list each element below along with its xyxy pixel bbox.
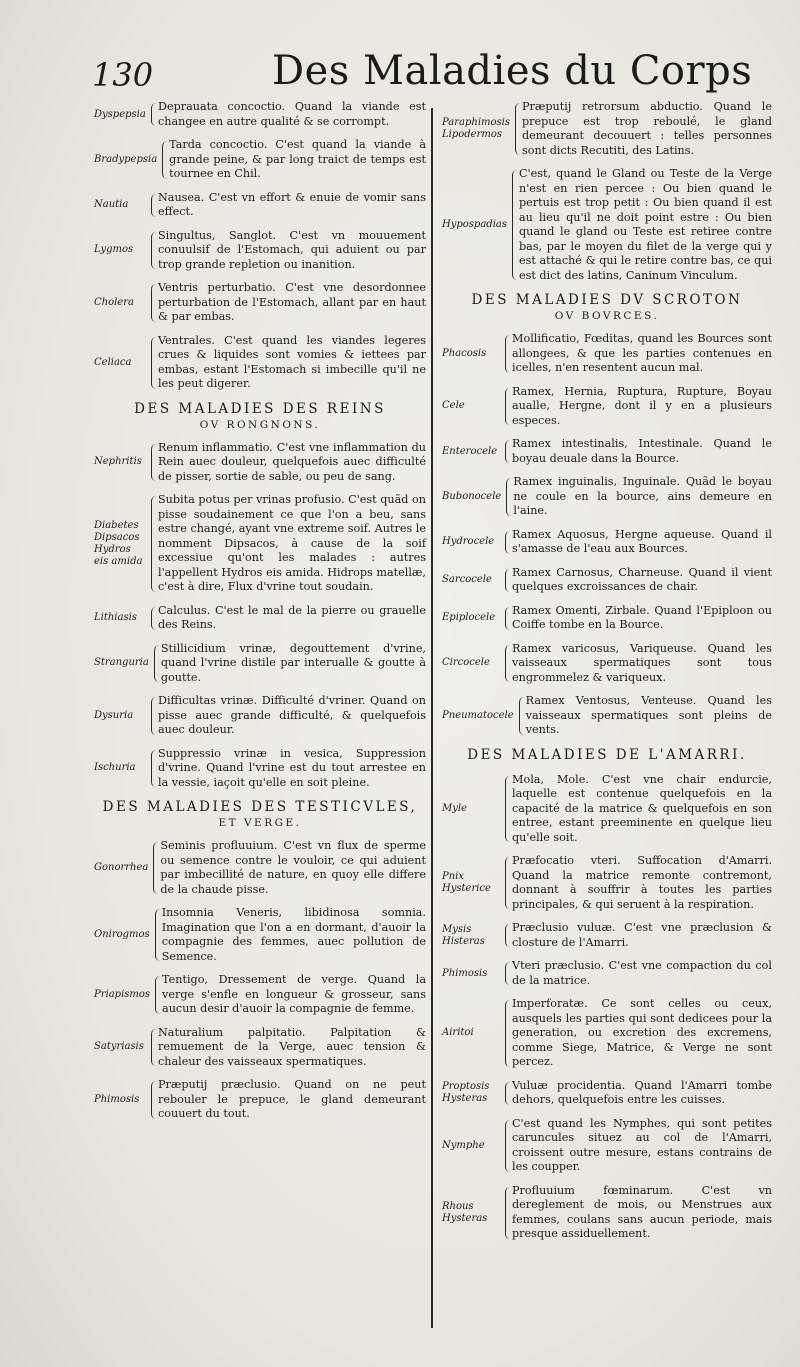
disease-entry <box>442 921 772 950</box>
disease-description: Difficultas vrinæ. Difficulté d'vriner. Quand on pisse auec grande difficulté, & quelquefois auec douleur. <box>158 694 426 736</box>
disease-entry <box>94 906 426 964</box>
right-column <box>442 100 772 1251</box>
disease-description: Calculus. C'est le mal de la pierre ou grauelle des Reins. <box>158 603 426 631</box>
disease-term: Cholera <box>94 296 134 308</box>
disease-term: Dysuria <box>94 709 134 721</box>
disease-description: Naturalium palpitatio. Palpitation & remuement de la Verge, auec tension & chaleur des vaisseaux spermatiques. <box>158 1025 426 1068</box>
section-subtitle: OV RONGNONS. <box>199 418 321 431</box>
disease-entry <box>442 566 772 595</box>
disease-description: Ramex varicosus, Variqueuse. Quand les vaisseaux spermatiques sont tous engrommelez & variqueux. <box>512 641 772 684</box>
disease-entry <box>94 1078 426 1122</box>
curly-brace-icon <box>502 773 512 846</box>
disease-term: Lygmos <box>94 244 134 256</box>
disease-entry <box>94 604 426 633</box>
curly-brace-icon <box>509 167 519 283</box>
disease-entry <box>442 997 772 1070</box>
disease-description: Præclusio vuluæ. C'est vne præclusion & closture de l'Amarri. <box>512 921 772 949</box>
curly-brace-icon <box>159 138 169 182</box>
disease-entry <box>442 332 772 376</box>
disease-description: Profluuium fœminarum. C'est vn dereglement de mois, ou Menstrues aux femmes, coulans sans aucun periode, mais presque assiduellement. <box>512 1183 772 1240</box>
disease-description: Præfocatio vteri. Suffocation d'Amarri. Quand la matrice remonte contremont, donnant à souffrir à toutes les parties principales, & qui seruent à la respiration. <box>512 854 772 911</box>
section-title: DES MALADIES DES TESTICVLES, <box>102 799 418 815</box>
disease-term: Stranguria <box>94 657 149 669</box>
curly-brace-icon <box>150 839 160 897</box>
disease-entry <box>442 959 772 988</box>
section-title: DES MALADIES DE L'AMARRI. <box>467 746 747 763</box>
curly-brace-icon <box>502 332 512 376</box>
disease-term: Celiaca <box>94 356 132 368</box>
disease-description: Seminis profluuium. C'est vn flux de sperme ou semence contre le vouloir, ce qui aduient par imbecillité de nature, en quoy elle differe de la chaude pisse. <box>160 839 426 896</box>
curly-brace-icon <box>502 437 512 466</box>
section-subtitle: ET VERGE. <box>218 817 302 829</box>
disease-description: Nausea. C'est vn effort & enuie de vomir sans effect. <box>158 190 426 218</box>
disease-description: Vteri præclusio. C'est vne compaction du col de la matrice. <box>512 959 772 987</box>
disease-term: Dyspepsia <box>94 108 146 120</box>
section-title: DES MALADIES DES REINS <box>134 400 386 417</box>
page-number: 130 <box>92 56 154 94</box>
disease-entry <box>94 839 426 897</box>
disease-description: C'est, quand le Gland ou Teste de la Verge n'est en rien percee : Ou bien quand le pertuis est trop petit : Ou bien quand il est au lieu qu'il ne doit point estre : Ou bien quand le gland ou Teste est retiree contre bas, par le moyen du filet de la verge qui y est attaché & qui le retire contre bas, ce qui est dict des latins, Caninum Vinculum. <box>518 167 772 282</box>
disease-term: Proptosis Hysteras <box>442 1081 490 1104</box>
curly-brace-icon <box>148 281 158 325</box>
curly-brace-icon <box>512 100 522 158</box>
disease-term: Pnix Hysterice <box>442 871 491 894</box>
section-subtitle: OV BOVRCES. <box>554 310 660 322</box>
disease-entry <box>442 1079 772 1108</box>
disease-term: Airitoi <box>442 1027 474 1039</box>
curly-brace-icon <box>516 694 526 738</box>
disease-term: Phacosis <box>442 347 487 359</box>
curly-brace-icon <box>502 1184 512 1242</box>
curly-brace-icon <box>502 854 512 912</box>
disease-entry <box>94 100 426 129</box>
disease-entry <box>442 1117 772 1175</box>
disease-entry <box>94 229 426 273</box>
curly-brace-icon <box>151 642 161 686</box>
disease-description: Subita potus per vrinas profusio. C'est quãd on pisse soudainement ce que l'on a beu, sans estre changé, ayant vne extreme soif. Autres le nomment Dipsacos, à cause de la soif excessiue qu'ont les malades : autres l'appellent Hydros eis amida. Hidrops matellæ, c'est à dire, Flux d'vrine tout soudain. <box>158 493 426 593</box>
disease-term: Nymphe <box>442 1139 485 1151</box>
curly-brace-icon <box>148 1078 158 1122</box>
disease-description: Imperforatæ. Ce sont celles ou ceux, ausquels les parties qui sont dedicees pour la generation, ou excretion des excremens, comme Siege, Matrice, & Verge ne sont percez. <box>512 997 772 1068</box>
curly-brace-icon <box>502 566 512 595</box>
curly-brace-icon <box>148 229 158 273</box>
disease-entry <box>442 854 772 912</box>
left-column <box>94 100 426 1131</box>
disease-description: Præputij præclusio. Quand on ne peut rebouler le prepuce, le gland demeurant couuert du tout. <box>158 1078 426 1120</box>
curly-brace-icon <box>502 921 512 950</box>
curly-brace-icon <box>148 604 158 633</box>
disease-term: Ischuria <box>94 762 136 774</box>
disease-description: Insomnia Veneris, libidinosa somnia. Imagination que l'on a en dormant, d'auoir la compagnie des femmes, auec pollution de Semence. <box>161 906 426 963</box>
disease-description: Ramex Omenti, Zirbale. Quand l'Epiploon ou Coiffe tombe en la Bource. <box>512 603 772 631</box>
disease-term: Diabetes Dipsacos Hydros eis amida <box>94 519 143 567</box>
section-heading <box>442 292 772 322</box>
curly-brace-icon <box>148 747 158 791</box>
disease-entry <box>94 191 426 220</box>
curly-brace-icon <box>152 973 162 1017</box>
curly-brace-icon <box>148 191 158 220</box>
disease-entry <box>94 1026 426 1070</box>
disease-term: Nephritis <box>94 456 142 468</box>
disease-description: Renum inflammatio. C'est vne inflammation du Rein auec douleur, quelquefois auec difficulté de pisser, sortie de sable, ou peu de sang. <box>158 440 426 483</box>
disease-entry <box>442 1184 772 1242</box>
disease-term: Lithiasis <box>94 612 137 623</box>
curly-brace-icon <box>502 385 512 429</box>
curly-brace-icon <box>502 528 512 557</box>
curly-brace-icon <box>502 642 512 686</box>
disease-term: Sarcocele <box>442 574 492 585</box>
disease-description: Mollificatio, Fœditas, quand les Bources sont allongees, & que les parties contenues en icelles, n'en resentent aucun mal. <box>512 332 772 374</box>
disease-term: Rhous Hysteras <box>442 1200 488 1224</box>
disease-entry <box>442 694 772 738</box>
disease-description: Vuluæ procidentia. Quand l'Amarri tombe dehors, quelquefois entre les cuisses. <box>512 1078 772 1106</box>
disease-description: Deprauata concoctio. Quand la viande est changee en autre qualité & se corrompt. <box>158 100 426 128</box>
disease-term: Priapismos <box>94 988 151 1000</box>
disease-entry <box>94 138 426 182</box>
disease-term: Cele <box>442 400 465 412</box>
disease-term: Hypospadias <box>442 219 507 230</box>
curly-brace-icon <box>148 1026 158 1070</box>
disease-description: Ramex, Hernia, Ruptura, Rupture, Boyau aualle, Hergne, dont il y en a plusieurs especes. <box>512 384 772 427</box>
disease-entry <box>94 334 426 392</box>
disease-description: Suppressio vrinæ in vesica, Suppression d'vrine. Quand l'vrine est du tout arrestee en la vessie, iaçoit qu'elle en soit pleine. <box>158 746 426 789</box>
disease-term: Phimosis <box>442 967 488 979</box>
disease-entry <box>94 642 426 686</box>
disease-entry <box>94 493 426 595</box>
disease-entry <box>442 100 772 158</box>
disease-description: Singultus, Sanglot. C'est vn mouuement conuulsif de l'Estomach, qui aduient ou par trop grande repletion ou inanition. <box>158 228 426 271</box>
curly-brace-icon <box>502 1117 512 1175</box>
disease-term: Circocele <box>442 657 490 669</box>
disease-term: Satyriasis <box>94 1041 144 1053</box>
curly-brace-icon <box>503 475 513 519</box>
disease-entry <box>94 973 426 1017</box>
section-heading <box>442 747 772 763</box>
disease-term: Bradypepsia <box>94 153 158 165</box>
section-title: DES MALADIES DV SCROTON <box>471 292 743 308</box>
disease-description: Ventrales. C'est quand les viandes legeres crues & liquides sont vomies & iettees par embas, estant l'Estomach si imbecille qu'il ne les peut digerer. <box>158 333 426 390</box>
disease-term: Enterocele <box>442 445 498 457</box>
disease-description: Tarda concoctio. C'est quand la viande à grande peine, & par long traict de temps est tournee en Chil. <box>169 138 426 180</box>
disease-description: Ramex Carnosus, Charneuse. Quand il vient quelques excroissances de chair. <box>512 565 772 593</box>
section-heading <box>94 799 426 829</box>
disease-term: Myle <box>442 802 468 814</box>
disease-description: Ventris perturbatio. C'est vne desordonnee perturbation de l'Estomach, allant par en haut & par embas. <box>158 281 426 323</box>
disease-entry <box>442 528 772 557</box>
disease-term: Paraphimosis Lipodermos <box>442 117 510 140</box>
disease-entry <box>442 437 772 466</box>
curly-brace-icon <box>148 694 158 738</box>
disease-entry <box>442 167 772 283</box>
curly-brace-icon <box>148 334 158 392</box>
column-divider <box>431 108 433 1328</box>
section-heading <box>94 401 426 431</box>
disease-description: Stillicidium vrinæ, degouttement d'vrine, quand l'vrine distile par interualle & goutte à goutte. <box>160 641 426 684</box>
disease-term: Epiplocele <box>442 612 496 623</box>
disease-entry <box>442 475 772 519</box>
disease-entry <box>442 773 772 846</box>
disease-term: Phimosis <box>94 1093 140 1105</box>
disease-entry <box>442 385 772 429</box>
disease-description: Ramex inguinalis, Inguinale. Quãd le boyau ne coule en la bource, ains demeure en l'aine. <box>513 475 772 517</box>
curly-brace-icon <box>502 1079 512 1108</box>
disease-entry <box>94 281 426 325</box>
disease-term: Gonorrhea <box>94 862 149 873</box>
disease-description: Ramex Ventosus, Venteuse. Quand les vaisseaux spermatiques sont pleins de vents. <box>525 694 772 736</box>
curly-brace-icon <box>502 997 512 1070</box>
disease-entry <box>442 642 772 686</box>
disease-description: Tentigo, Dressement de verge. Quand la verge s'enfle en longueur & grosseur, sans aucun desir d'auoir la compagnie de femme. <box>162 973 426 1015</box>
disease-entry <box>94 441 426 485</box>
disease-term: Nautia <box>94 199 129 210</box>
disease-entry <box>442 604 772 633</box>
curly-brace-icon <box>148 441 158 485</box>
disease-entry <box>94 747 426 791</box>
disease-term: Onirogmos <box>94 929 150 940</box>
running-head: Des Maladies du Corps <box>272 48 753 94</box>
disease-entry <box>94 694 426 738</box>
disease-term: Mysis Histeras <box>442 923 485 947</box>
disease-term: Hydrocele <box>442 536 495 547</box>
disease-description: Præputij retrorsum abductio. Quand le prepuce est trop reboulé, le gland demeurant decouuert : telles personnes sont dicts Recutiti, des Latins. <box>522 100 772 157</box>
disease-description: Ramex intestinalis, Intestinale. Quand le boyau deuale dans la Bource. <box>512 437 772 465</box>
disease-description: Mola, Mole. C'est vne chair endurcie, laquelle est contenue quelquefois en la capacité de la matrice & quelquefois en son entree, estant preeminente en quelque lieu qu'elle soit. <box>512 772 772 844</box>
disease-description: C'est quand les Nymphes, qui sont petites caruncules situez au col de l'Amarri, croissent outre mesure, estans contrains de les coupper. <box>512 1116 772 1173</box>
curly-brace-icon <box>152 906 162 964</box>
curly-brace-icon <box>502 959 512 988</box>
curly-brace-icon <box>148 100 158 129</box>
curly-brace-icon <box>148 493 158 595</box>
disease-description: Ramex Aquosus, Hergne aqueuse. Quand il s'amasse de l'eau aux Bources. <box>512 527 772 555</box>
disease-term: Bubonocele <box>442 490 502 502</box>
curly-brace-icon <box>502 604 512 633</box>
disease-term: Pneumatocele <box>442 709 514 721</box>
